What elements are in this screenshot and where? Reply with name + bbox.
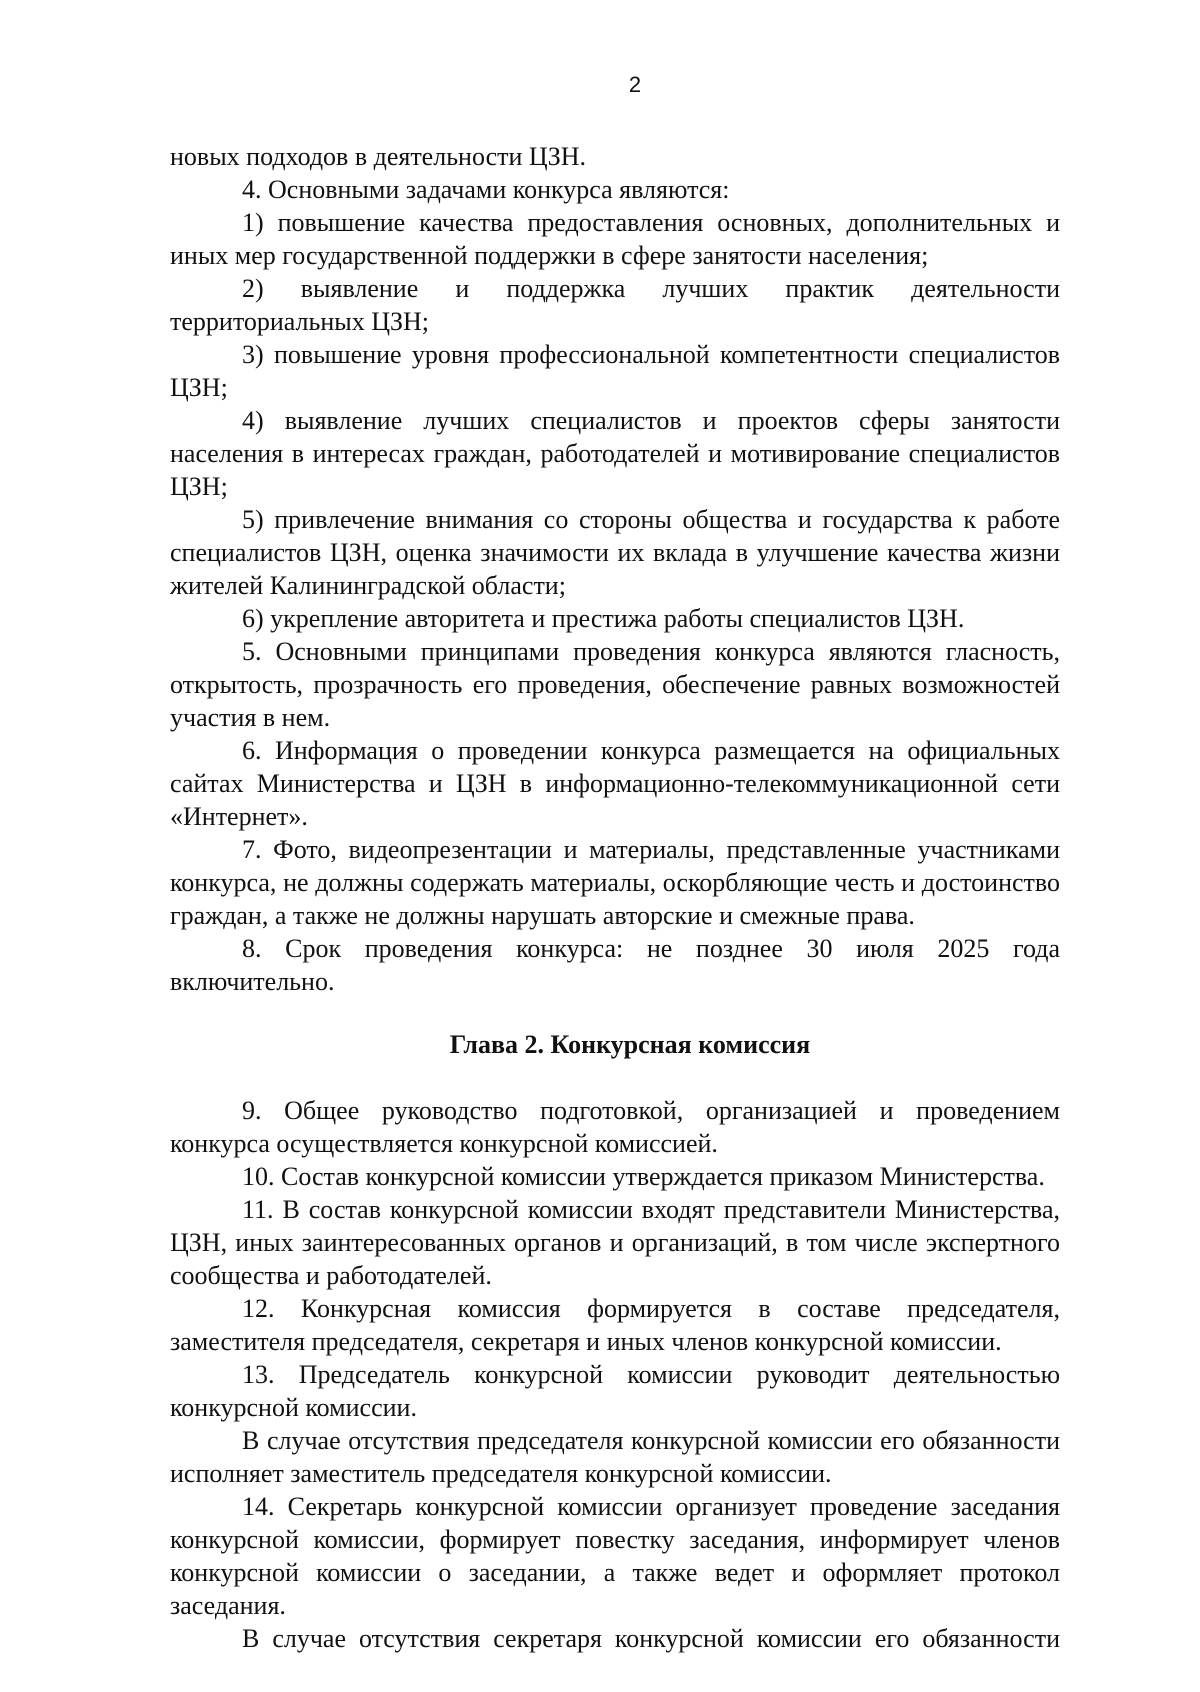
paragraph-item-6: 6. Информация о проведении конкурса размещается на официальных сайтах Министерства и ЦЗН в информационно-телекоммуникационной сети «Интернет».: [170, 736, 1060, 831]
paragraph-item-5: 5. Основными принципами проведения конкурса являются гласность, открытость, прозрачность его проведения, обеспечение равных возможностей участия в нем.: [170, 637, 1060, 732]
paragraph-subitem-6: 6) укрепление авторитета и престижа работы специалистов ЦЗН.: [242, 604, 965, 633]
paragraph-continuation: новых подходов в деятельности ЦЗН.: [170, 142, 587, 171]
section-chapter-1-continued: [170, 140, 1060, 998]
paragraph-item-8: 8. Срок проведения конкурса: не позднее 30 июля 2025 года включительно.: [170, 934, 1060, 996]
paragraph-item-13-note: В случае отсутствия председателя конкурсной комиссии его обязанности исполняет заместитель председателя конкурсной комиссии.: [170, 1426, 1060, 1488]
paragraph-item-11: 11. В состав конкурсной комиссии входят представители Министерства, ЦЗН, иных заинтересованных органов и организаций, в том числе экспертного сообщества и работодателей.: [170, 1195, 1060, 1290]
chapter-2-title: Глава 2. Конкурсная комиссия: [449, 1030, 811, 1059]
paragraph-subitem-3: 3) повышение уровня профессиональной компетентности специалистов ЦЗН;: [170, 340, 1060, 402]
paragraph-item-12: 12. Конкурсная комиссия формируется в составе председателя, заместителя председателя, секретаря и иных членов конкурсной комиссии.: [170, 1294, 1060, 1356]
paragraph-item-10: 10. Состав конкурсной комиссии утверждается приказом Министерства.: [242, 1162, 1045, 1191]
paragraph-item-7: 7. Фото, видеопрезентации и материалы, представленные участниками конкурса, не должны содержать материалы, оскорбляющие честь и достоинство граждан, а также не должны нарушать авторские и смежные права.: [170, 835, 1060, 930]
paragraph-subitem-2: 2) выявление и поддержка лучших практик деятельности территориальных ЦЗН;: [170, 274, 1060, 336]
paragraph-item-14: 14. Секретарь конкурсной комиссии организует проведение заседания конкурсной комиссии, формирует повестку заседания, информирует членов конкурсной комиссии о заседании, а также ведет и оформляет протокол заседания.: [170, 1492, 1060, 1620]
paragraph-item-14-note: В случае отсутствия секретаря конкурсной комиссии его обязанности: [242, 1624, 1060, 1653]
paragraph-subitem-1: 1) повышение качества предоставления основных, дополнительных и иных мер государственной поддержки в сфере занятости населения;: [170, 208, 1060, 270]
page-number: 2: [628, 72, 642, 97]
paragraph-subitem-5: 5) привлечение внимания со стороны общества и государства к работе специалистов ЦЗН, оценка значимости их вклада в улучшение качества жизни жителей Калининградской области;: [170, 505, 1060, 600]
section-chapter-2: [170, 1094, 1060, 1655]
paragraph-subitem-4: 4) выявление лучших специалистов и проектов сферы занятости населения в интересах граждан, работодателей и мотивирование специалистов ЦЗН;: [170, 406, 1060, 501]
paragraph-item-9: 9. Общее руководство подготовкой, организацией и проведением конкурса осуществляется конкурсной комиссией.: [170, 1096, 1060, 1158]
paragraph-item-13: 13. Председатель конкурсной комиссии руководит деятельностью конкурсной комиссии.: [170, 1360, 1060, 1422]
paragraph-item-4: 4. Основными задачами конкурса являются:: [242, 175, 730, 204]
